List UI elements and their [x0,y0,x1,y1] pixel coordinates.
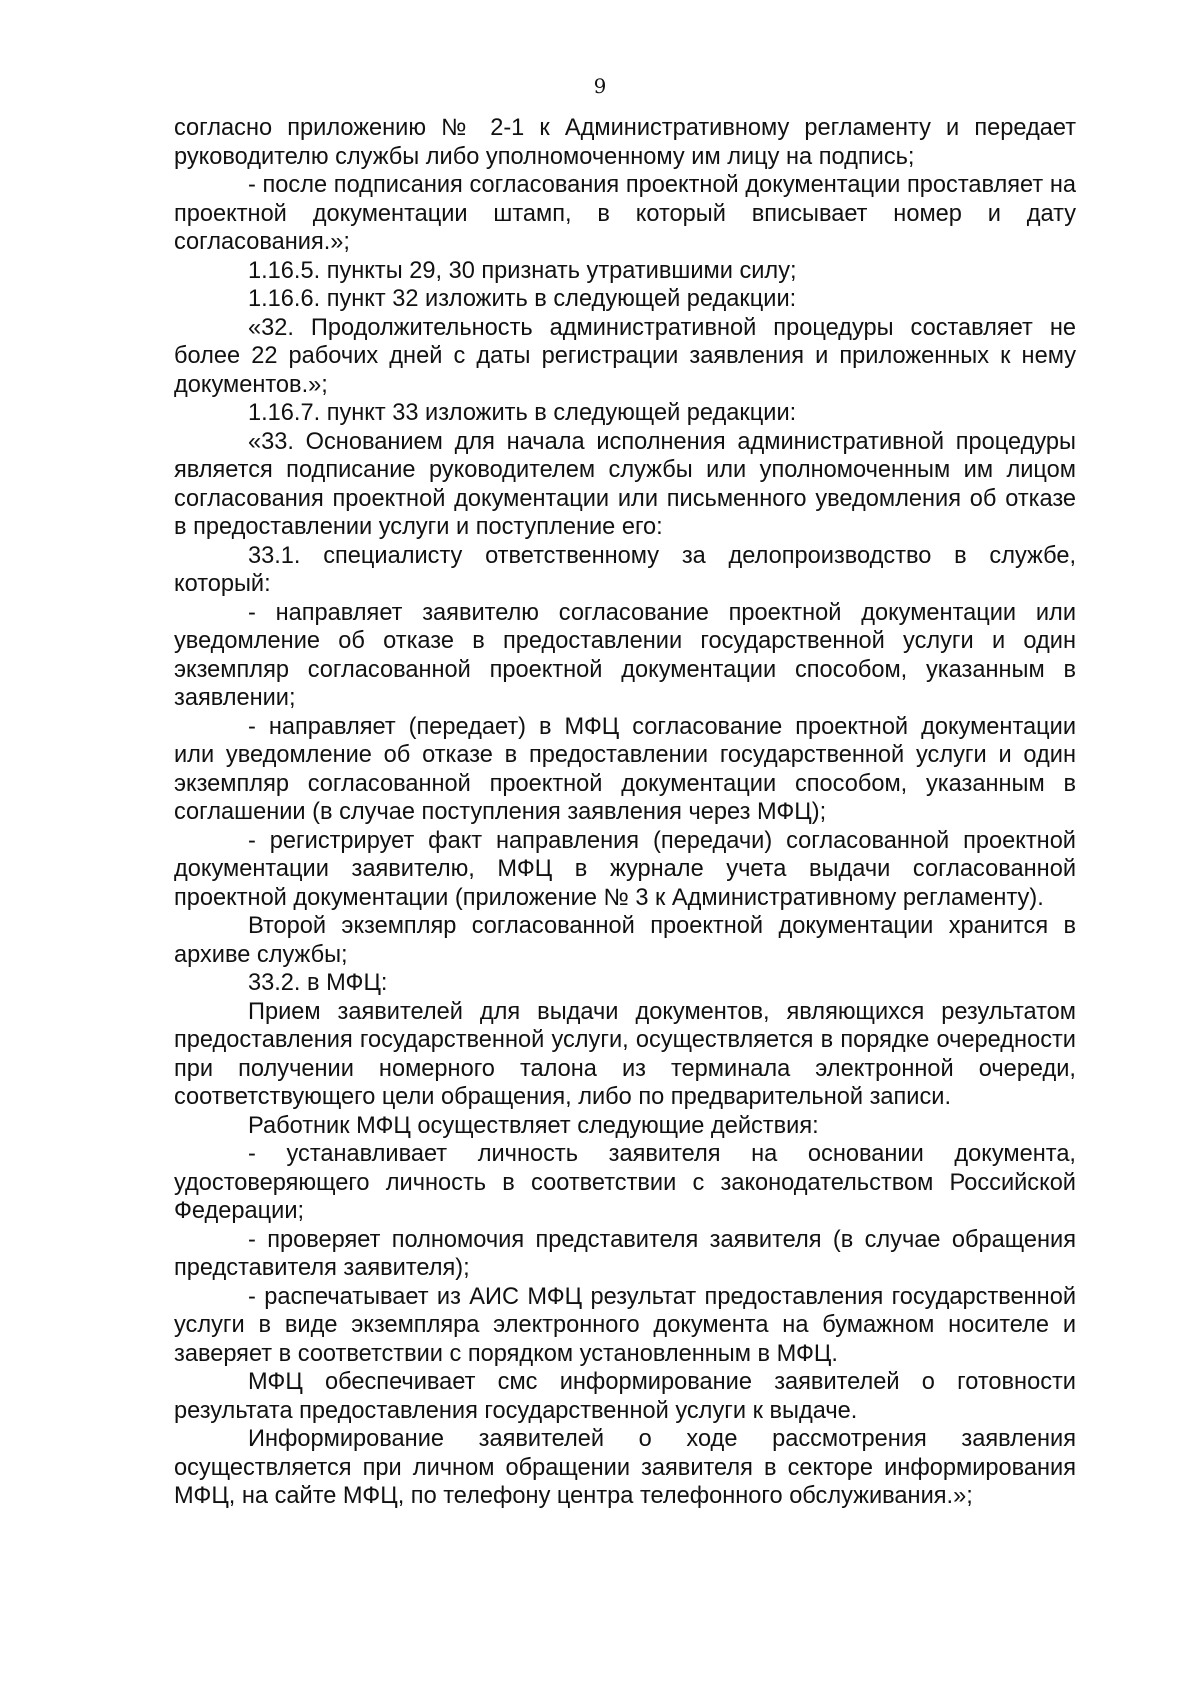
paragraph: «33. Основанием для начала исполнения административной процедуры является подписание руководителем службы или уполномоченным им лицом согласования проектной документации или письменного уведомления об отказе в предоставлении услуги и поступление его: [174,428,1076,540]
paragraph: 33.1. специалисту ответственному за делопроизводство в службе, который: [174,542,1076,597]
document-body [174,114,1076,1511]
paragraph: - регистрирует факт направления (передачи) согласованной проектной документации заявителю, МФЦ в журнале учета выдачи согласованной проектной документации (приложение № 3 к Административному регламенту). [174,827,1076,911]
paragraph: - проверяет полномочия представителя заявителя (в случае обращения представителя заявителя); [174,1226,1076,1281]
page-number: 9 [593,74,607,98]
paragraph: - распечатывает из АИС МФЦ результат предоставления государственной услуги в виде экземпляра электронного документа на бумажном носителе и заверяет в соответствии с порядком установленным в МФЦ. [174,1283,1076,1367]
paragraph: 1.16.7. пункт 33 изложить в следующей редакции: [248,400,797,426]
paragraph: Прием заявителей для выдачи документов, являющихся результатом предоставления государственной услуги, осуществляется в порядке очередности при получении номерного талона из терминала электронной очереди, соответствующего цели обращения, либо по предварительной записи. [174,998,1076,1110]
paragraph: «32. Продолжительность административной процедуры составляет не более 22 рабочих дней с даты регистрации заявления и приложенных к нему документов.»; [174,314,1076,398]
paragraph: - устанавливает личность заявителя на основании документа, удостоверяющего личность в соответствии с законодательством Российской Федерации; [174,1141,1076,1224]
paragraph: Второй экземпляр согласованной проектной документации хранится в архиве службы; [174,913,1076,968]
paragraph: Работник МФЦ осуществляет следующие действия: [248,1112,819,1139]
paragraph: Информирование заявителей о ходе рассмотрения заявления осуществляется при личном обращении заявителя в секторе информирования МФЦ, на сайте МФЦ, по телефону центра телефонного обслуживания.»; [174,1426,1076,1509]
paragraph: 1.16.6. пункт 32 изложить в следующей редакции: [248,286,797,312]
paragraph: - после подписания согласования проектной документации проставляет на проектной документации штамп, в который вписывает номер и дату согласования.»; [174,172,1076,255]
paragraph: согласно приложению № 2-1 к Административному регламенту и передает руководителю службы либо уполномоченному им лицу на подпись; [174,115,1076,170]
paragraph: МФЦ обеспечивает смс информирование заявителей о готовности результата предоставления государственной услуги к выдаче. [174,1369,1076,1424]
paragraph: 1.16.5. пункты 29, 30 признать утратившими силу; [248,257,797,284]
paragraph: - направляет (передает) в МФЦ согласование проектной документации или уведомление об отказе в предоставлении государственной услуги и один экземпляр согласованной проектной документации способом, указанным в соглашении (в случае поступления заявления через МФЦ); [174,713,1076,825]
paragraph: 33.2. в МФЦ: [248,970,388,996]
paragraph: - направляет заявителю согласование проектной документации или уведомление об отказе в предоставлении государственной услуги и один экземпляр согласованной проектной документации способом, указанным в заявлении; [174,599,1076,711]
